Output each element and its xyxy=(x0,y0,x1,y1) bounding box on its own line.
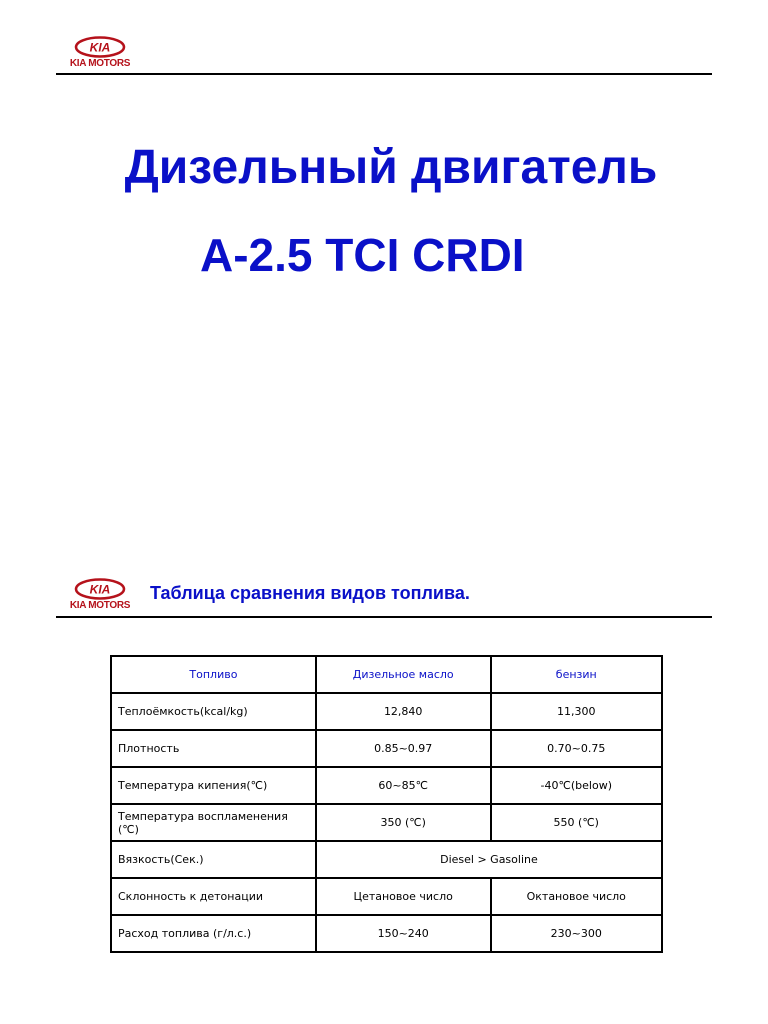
table-row xyxy=(111,693,662,730)
row-label: Вязкость(Сек.) xyxy=(111,841,316,878)
header-cell-diesel: Дизельное масло xyxy=(316,656,491,693)
merged-value: Diesel > Gasoline xyxy=(316,841,662,878)
diesel-value: 0.85~0.97 xyxy=(316,730,491,767)
kia-logo-text: KIA xyxy=(89,582,111,597)
gasoline-value: 230~300 xyxy=(491,915,662,952)
gasoline-value: 0.70~0.75 xyxy=(491,730,662,767)
diesel-value: 60~85℃ xyxy=(316,767,491,804)
kia-logo-text: KIA xyxy=(89,40,111,55)
table-row xyxy=(111,730,662,767)
row-label: Температура воспламенения (℃) xyxy=(111,804,316,841)
kia-logo-section xyxy=(64,578,136,618)
row-label: Температура кипения(℃) xyxy=(111,767,316,804)
kia-motors-label: KIA MOTORS xyxy=(69,58,131,69)
gasoline-value: Октановое число xyxy=(491,878,662,915)
table-row xyxy=(111,804,662,841)
section-rule xyxy=(56,616,712,618)
section-title: Таблица сравнения видов топлива. xyxy=(150,583,470,603)
table-row xyxy=(111,915,662,952)
kia-oval-icon xyxy=(64,36,136,58)
kia-logo-top xyxy=(64,36,136,76)
row-label: Расход топлива (г/л.с.) xyxy=(111,915,316,952)
row-label: Плотность xyxy=(111,730,316,767)
kia-motors-label: KIA MOTORS xyxy=(69,600,131,611)
table-header-row xyxy=(111,656,662,693)
gasoline-value: 11,300 xyxy=(491,693,662,730)
row-label: Склонность к детонации xyxy=(111,878,316,915)
header-cell-fuel: Топливо xyxy=(111,656,316,693)
top-rule xyxy=(56,73,712,75)
diesel-value: Цетановое число xyxy=(316,878,491,915)
header-cell-gasoline: бензин xyxy=(491,656,662,693)
gasoline-value: -40℃(below) xyxy=(491,767,662,804)
gasoline-value: 550 (℃) xyxy=(491,804,662,841)
row-label: Теплоёмкость(kcal/kg) xyxy=(111,693,316,730)
page-title-line2: A-2.5 TCI CRDI xyxy=(200,229,525,281)
kia-oval-icon xyxy=(64,578,136,600)
page-title-line1: Дизельный двигатель xyxy=(124,141,658,194)
diesel-value: 350 (℃) xyxy=(316,804,491,841)
table-row xyxy=(111,767,662,804)
diesel-value: 150~240 xyxy=(316,915,491,952)
table-row xyxy=(111,841,662,878)
diesel-value: 12,840 xyxy=(316,693,491,730)
fuel-comparison-table xyxy=(110,655,663,953)
table-row xyxy=(111,878,662,915)
